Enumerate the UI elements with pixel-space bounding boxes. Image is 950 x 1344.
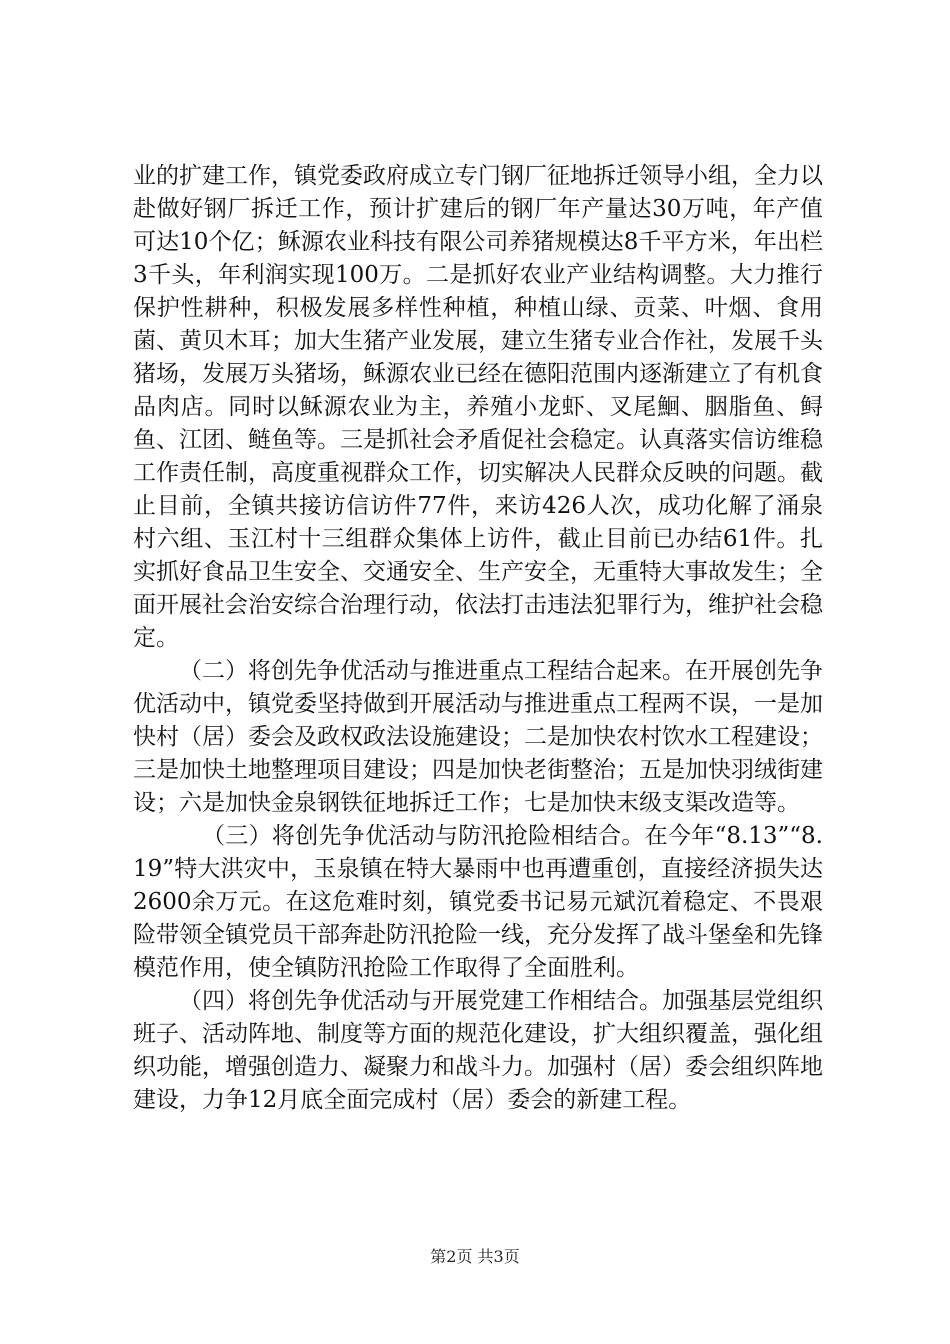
body-paragraph: （三）将创先争优活动与防汛抢险相结合。在今年“8.13”“8.19”特大洪灾中，玉泉镇在特大暴雨中也再遭重创，直接经济损失达2600余万元。在这危难时刻，镇党委书记易元斌沉着稳定、不畏艰险带领全镇党员干部奔赴防汛抢险一线，充分发挥了战斗堡垒和先锋模范作用，使全镇防汛抢险工作取得了全面胜利。	[133, 823, 823, 981]
body-paragraph: 业的扩建工作，镇党委政府成立专门钢厂征地拆迁领导小组，全力以赴做好钢厂拆迁工作，预计扩建后的钢厂年产量达30万吨，年产值可达10个亿；稣源农业科技有限公司养猪规模达8千平方米，年出栏3千头，年利润实现100万。二是抓好农业产业结构调整。大力推行保护性耕种，积极发展多样性种植，种植山绿、贡菜、叶烟、食用菌、黄贝木耳；加大生猪产业发展，建立生猪专业合作社，发展千头猪场，发展万头猪场，稣源农业已经在德阳范围内逐渐建立了有机食品肉店。同时以稣源农业为主，养殖小龙虾、叉尾鮰、胭脂鱼、鲟鱼、江团、鲢鱼等。三是抓社会矛盾促社会稳定。认真落实信访维稳工作责任制，高度重视群众工作，切实解决人民群众反映的问题。截止目前，全镇共接访信访件77件，来访426人次，成功化解了涌泉村六组、玉江村十三组群众集体上访件，截止目前已办结61件。扎实抓好食品卫生安全、交通安全、生产安全，无重特大事故发生；全面开展社会治安综合治理行动，依法打击违法犯罪行为，维护社会稳定。	[133, 163, 823, 651]
body-paragraph: （二）将创先争优活动与推进重点工程结合起来。在开展创先争优活动中，镇党委坚持做到开展活动与推进重点工程两不误，一是加快村（居）委会及政权政法设施建设；二是加快农村饮水工程建设；三是加快土地整理项目建设；四是加快老街整治；五是加快羽绒街建设；六是加快金泉钢铁征地拆迁工作；七是加快末级支渠改造等。	[133, 658, 823, 816]
page-number-footer: 第2页 共3页	[430, 1247, 520, 1266]
body-paragraph: （四）将创先争优活动与开展党建工作相结合。加强基层党组织班子、活动阵地、制度等方面的规范化建设，扩大组织覆盖，强化组织功能，增强创造力、凝聚力和战斗力。加强村（居）委会组织阵地建设，力争12月底全面完成村（居）委会的新建工程。	[133, 988, 823, 1113]
document-body	[133, 160, 823, 1117]
